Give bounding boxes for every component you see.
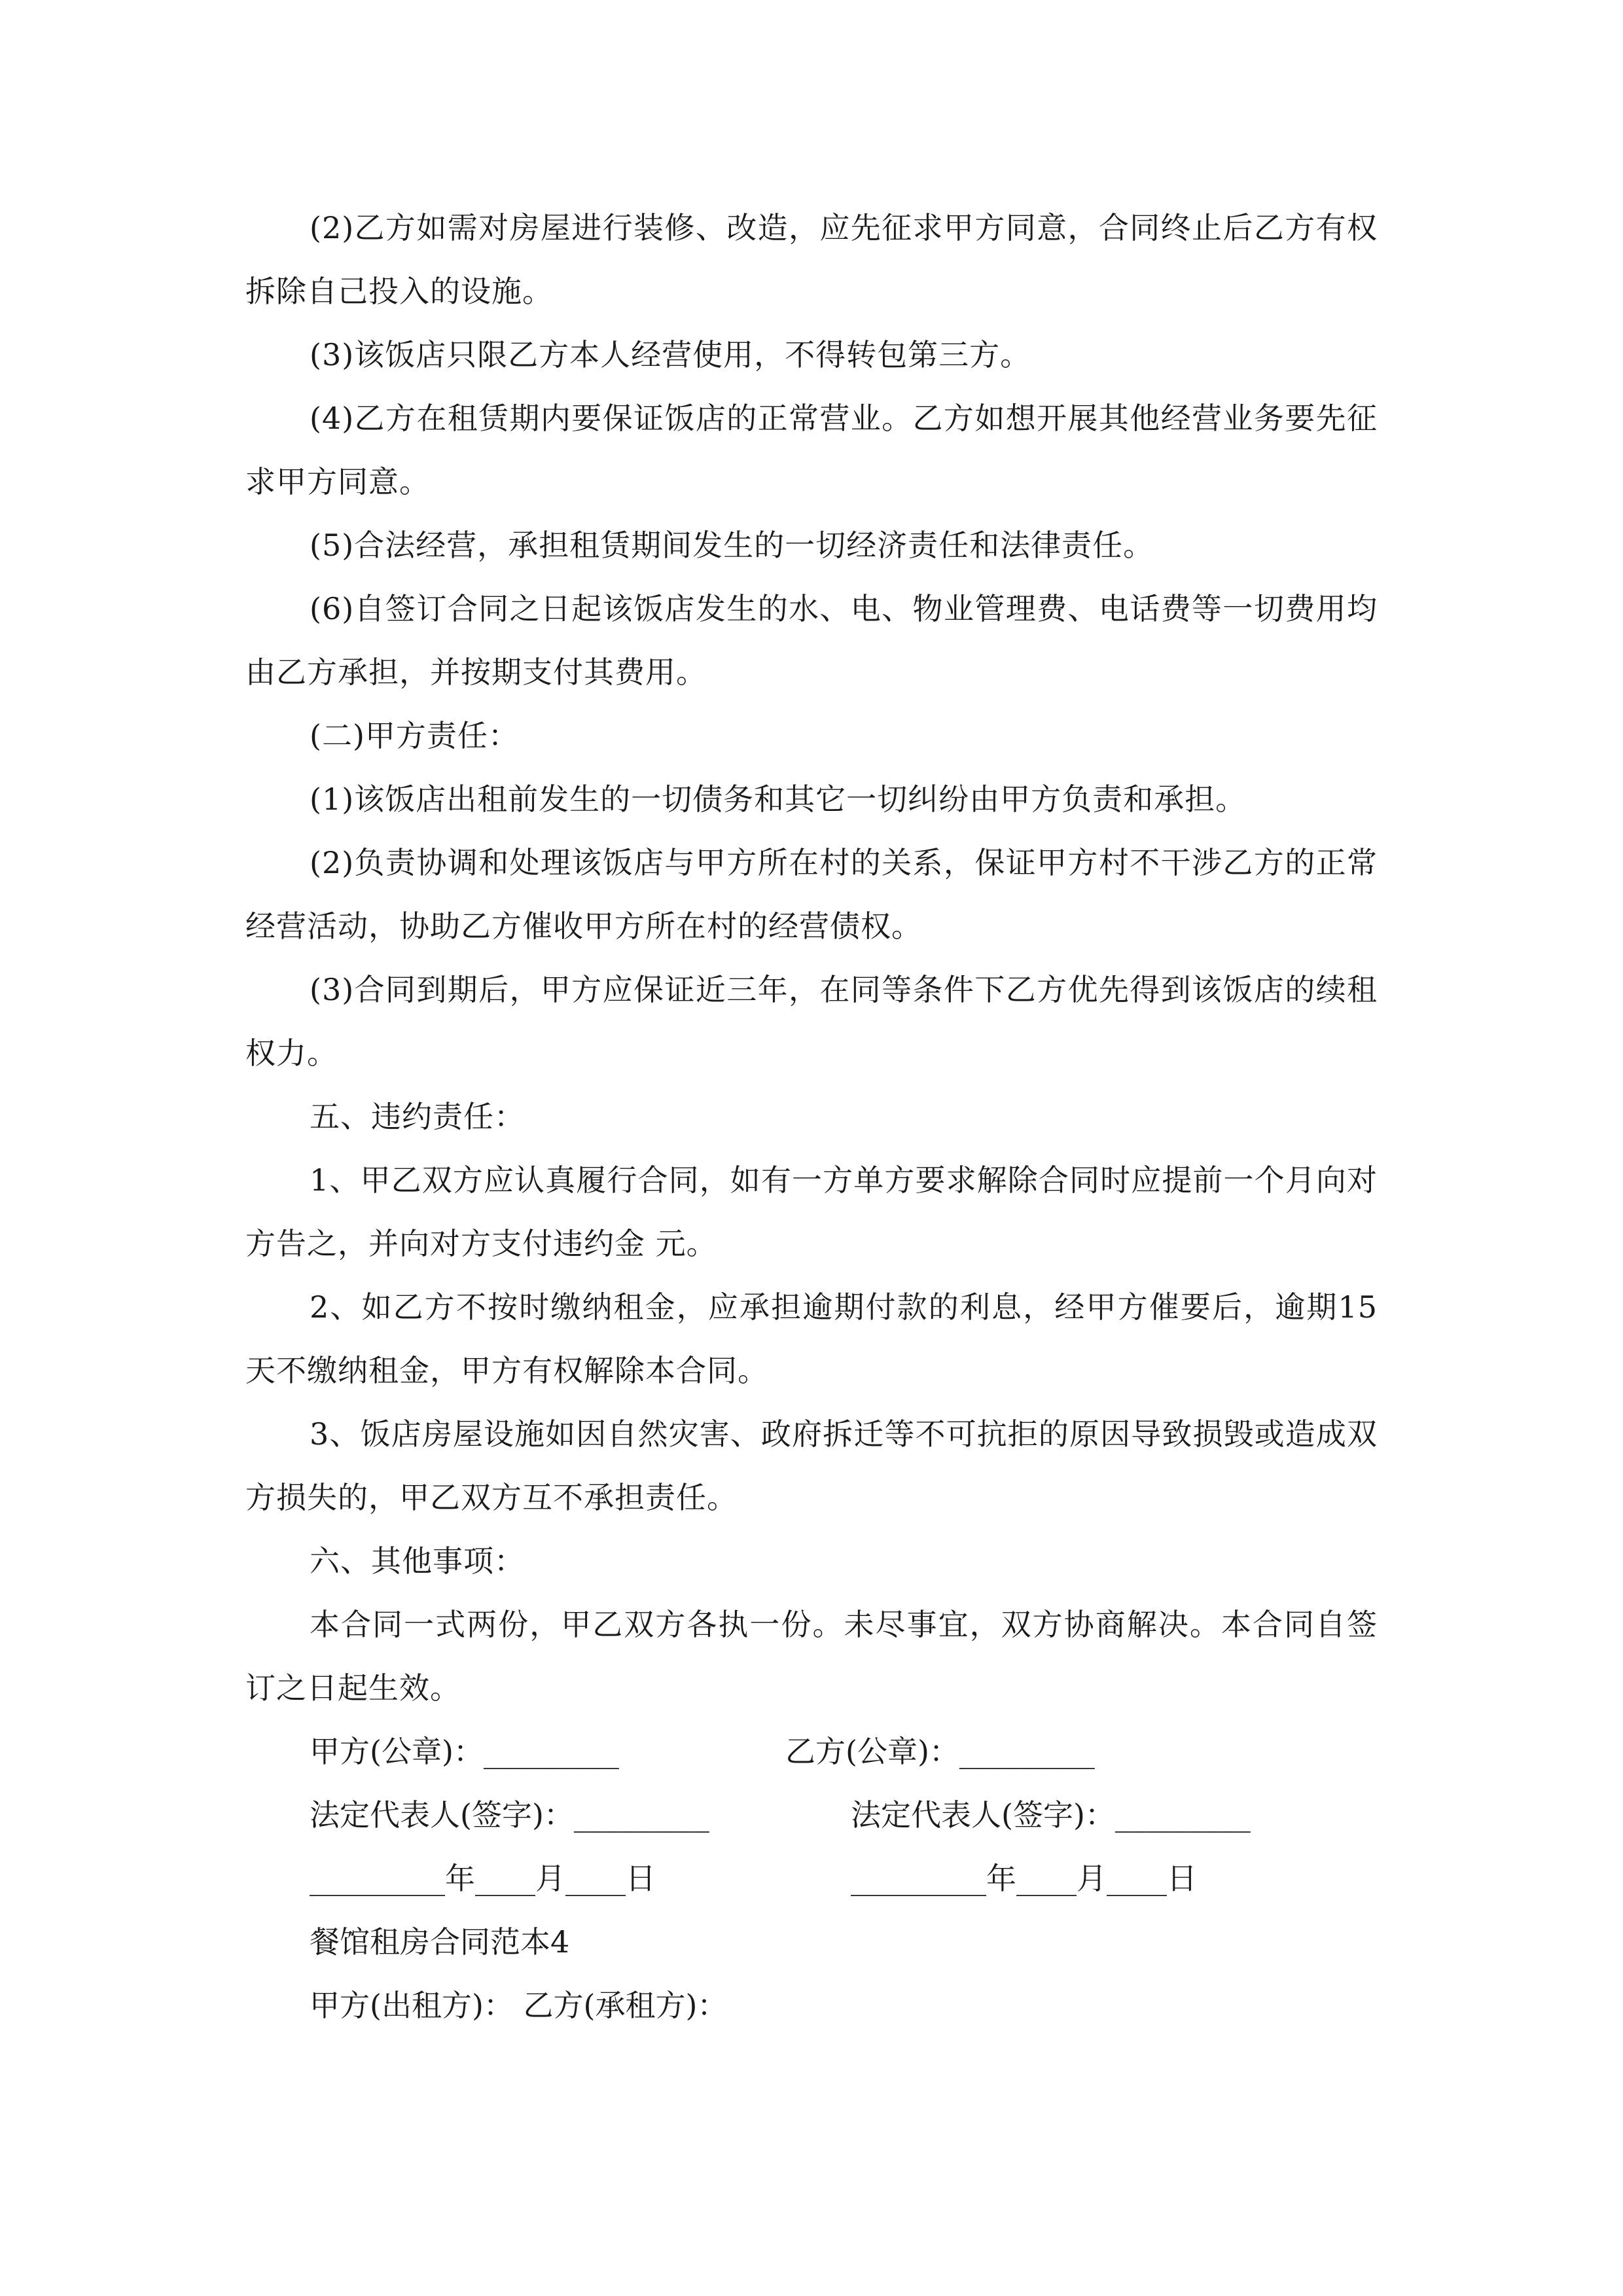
date-row [245, 1847, 1378, 1910]
party-a-seal: 甲方(公章)：_________ [310, 1734, 619, 1769]
next-contract-parties: 甲方(出租方)： 乙方(承租方)： [310, 1988, 728, 2023]
breach-clause-2: 2、如乙方不按时缴纳租金，应承担逾期付款的利息，经甲方催要后，逾期15天不缴纳租金，甲方有权解除本合同。 [245, 1289, 1378, 1388]
seal-row [245, 1720, 1378, 1784]
clause-b-2: (2)乙方如需对房屋进行装修、改造，应先征求甲方同意，合同终止后乙方有权拆除自己投入的设施。 [245, 210, 1378, 309]
party-b-date: _________年____月____日 [851, 1861, 1197, 1896]
party-b-representative: 法定代表人(签字)：_________ [851, 1797, 1251, 1833]
party-a-date: _________年____月____日 [310, 1861, 656, 1896]
section-heading-breach: 五、违约责任： [310, 1099, 525, 1134]
clause-b-4: (4)乙方在租赁期内要保证饭店的正常营业。乙方如想开展其他经营业务要先征求甲方同意。 [245, 401, 1378, 499]
other-clause: 本合同一式两份，甲乙双方各执一份。未尽事宜，双方协商解决。本合同自签订之日起生效。 [245, 1607, 1378, 1706]
section-heading-other: 六、其他事项： [310, 1543, 525, 1579]
next-contract-title: 餐馆租房合同范本4 [310, 1924, 570, 1960]
clause-a-1: (1)该饭店出租前发生的一切债务和其它一切纠纷由甲方负责和承担。 [310, 781, 1247, 817]
party-b-seal: 乙方(公章)：_________ [785, 1734, 1095, 1769]
clause-b-3: (3)该饭店只限乙方本人经营使用，不得转包第三方。 [310, 337, 1031, 372]
section-heading-party-a: (二)甲方责任： [310, 718, 519, 753]
contract-body [245, 196, 1378, 2037]
clause-b-5: (5)合法经营，承担租赁期间发生的一切经济责任和法律责任。 [310, 528, 1154, 563]
clause-b-6: (6)自签订合同之日起该饭店发生的水、电、物业管理费、电话费等一切费用均由乙方承担，并按期支付其费用。 [245, 591, 1378, 690]
party-a-representative: 法定代表人(签字)：_________ [310, 1797, 709, 1833]
breach-clause-1: 1、甲乙双方应认真履行合同，如有一方单方要求解除合同时应提前一个月向对方告之，并向对方支付违约金 元。 [245, 1162, 1378, 1261]
clause-a-3: (3)合同到期后，甲方应保证近三年，在同等条件下乙方优先得到该饭店的续租权力。 [245, 972, 1378, 1071]
breach-clause-3: 3、饭店房屋设施如因自然灾害、政府拆迁等不可抗拒的原因导致损毁或造成双方损失的，甲乙双方互不承担责任。 [245, 1416, 1378, 1515]
clause-a-2: (2)负责协调和处理该饭店与甲方所在村的关系，保证甲方村不干涉乙方的正常经营活动，协助乙方催收甲方所在村的经营债权。 [245, 845, 1378, 944]
representative-row [245, 1784, 1378, 1847]
